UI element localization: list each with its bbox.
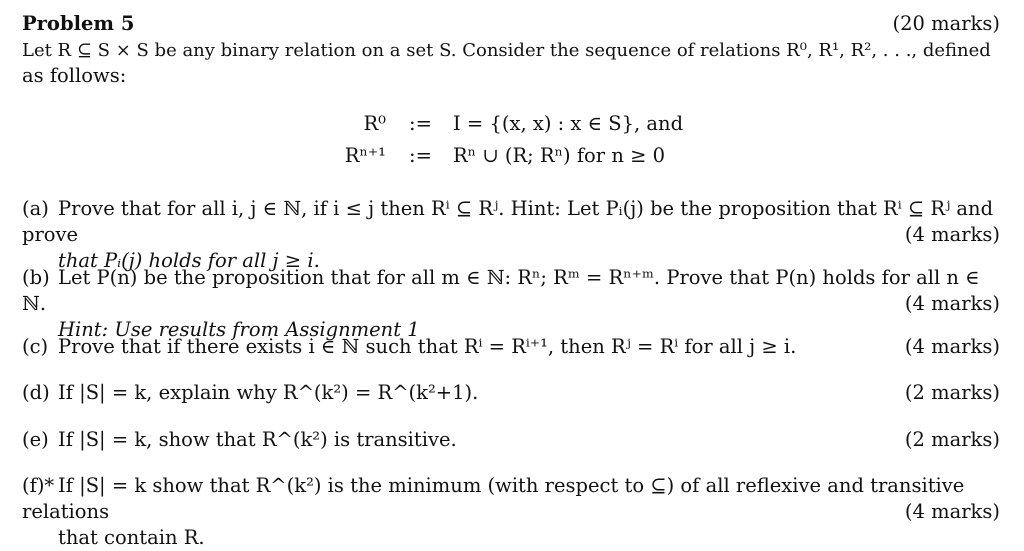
total-marks: (20 marks) [892, 12, 1000, 35]
definition-r0-rhs: I = {(x, x) : x ∈ S}, and [453, 112, 684, 135]
part-marks: (4 marks) [904, 292, 1000, 315]
definition-rn-op: := [409, 144, 432, 167]
part-label: (b) [22, 266, 50, 289]
part-c [22, 334, 1000, 360]
part-marks: (4 marks) [904, 335, 1000, 358]
part-text: Let P(n) be the proposition that for all m ∈ ℕ: Rⁿ; Rᵐ = Rⁿ⁺ᵐ. Prove that P(n) holds for all n ∈ ℕ. [22, 266, 980, 315]
problem-title: Problem 5 [22, 12, 135, 35]
definition-rn-lhs: Rⁿ⁺¹ [344, 144, 386, 167]
part-marks: (2 marks) [904, 428, 1000, 451]
part-label: (c) [22, 335, 49, 358]
part-f [22, 473, 1000, 551]
part-b [22, 265, 1000, 343]
part-text-continued: Hint: Use results from Assignment 1 [58, 318, 420, 341]
part-label: (a) [22, 197, 49, 220]
part-marks: (4 marks) [904, 500, 1000, 523]
part-marks: (2 marks) [904, 381, 1000, 404]
definition-r0-lhs: R⁰ [363, 112, 386, 135]
intro-line-2: as follows: [22, 64, 127, 87]
part-label: (e) [22, 428, 49, 451]
part-text: Prove that for all i, j ∈ ℕ, if i ≤ j then Rⁱ ⊆ Rʲ. Hint: Let Pᵢ(j) be the proposition that Rⁱ ⊆ Rʲ and prove [22, 197, 994, 246]
part-text-continued: that Pᵢ(j) holds for all j ≥ i. [58, 249, 320, 272]
part-text: If |S| = k, show that R^(k²) is transitive. [58, 428, 457, 451]
part-label: (f)* [22, 474, 55, 497]
part-e [22, 427, 1000, 453]
part-text: Prove that if there exists i ∈ ℕ such that Rⁱ = Rⁱ⁺¹, then Rʲ = Rⁱ for all j ≥ i. [58, 335, 797, 358]
definition-rn-rhs: Rⁿ ∪ (R; Rⁿ) for n ≥ 0 [453, 144, 666, 167]
part-text: If |S| = k, explain why R^(k²) = R^(k²+1). [58, 381, 479, 404]
part-marks: (4 marks) [904, 223, 1000, 246]
part-a [22, 196, 1000, 274]
intro-line-1: Let R ⊆ S × S be any binary relation on a set S. Consider the sequence of relations R⁰, R¹, R², . . ., defined [22, 40, 991, 61]
definition-r0-op: := [409, 112, 432, 135]
part-text: If |S| = k show that R^(k²) is the minimum (with respect to ⊆) of all reflexive and transitive relations [22, 474, 965, 523]
part-text-continued: that contain R. [58, 526, 205, 549]
part-label: (d) [22, 381, 50, 404]
part-d [22, 380, 1000, 406]
